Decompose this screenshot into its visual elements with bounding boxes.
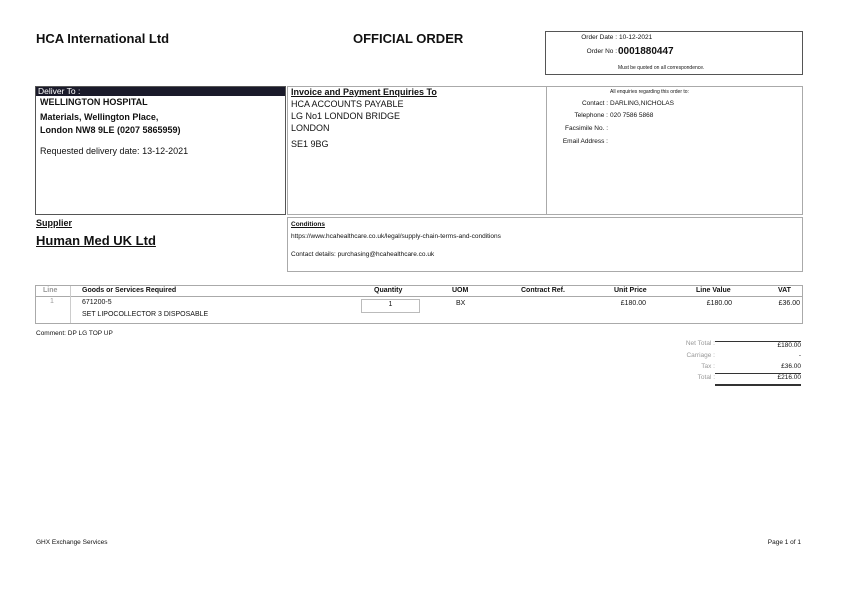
table-header-rule xyxy=(36,296,802,297)
total-label: Total : xyxy=(697,374,715,381)
invoice-line-1: HCA ACCOUNTS PAYABLE xyxy=(291,99,404,109)
footer-left: GHX Exchange Services xyxy=(36,539,108,546)
quote-note: Must be quoted on all correspondence. xyxy=(618,65,705,71)
contact-value: DARLING,NICHOLAS xyxy=(610,100,674,107)
footer-page-number: Page 1 of 1 xyxy=(767,539,801,546)
net-total-value: £180.00 xyxy=(777,342,801,349)
company-name: HCA International Ltd xyxy=(36,31,170,46)
requested-delivery-date: Requested delivery date: 13-12-2021 xyxy=(40,146,189,156)
deliver-to-label: Deliver To : xyxy=(38,86,81,96)
order-date-value: 10-12-2021 xyxy=(619,34,653,41)
carriage-value: - xyxy=(798,352,801,359)
facsimile-label: Facsimile No. : xyxy=(565,125,608,132)
telephone-value: 020 7586 5868 xyxy=(610,112,654,119)
row-item-code: 671200-5 xyxy=(82,299,112,306)
header-vat: VAT xyxy=(778,287,791,294)
invoice-divider xyxy=(546,87,547,214)
invoice-line-4: SE1 9BG xyxy=(291,139,329,149)
order-info-box xyxy=(545,31,803,75)
conditions-label: Conditions xyxy=(291,221,325,228)
order-date-label: Order Date : xyxy=(581,34,617,41)
conditions-box xyxy=(287,217,803,272)
header-unit-price: Unit Price xyxy=(614,287,647,294)
email-label: Email Address : xyxy=(562,138,608,145)
tax-value: £36.00 xyxy=(781,363,801,370)
row-quantity-box xyxy=(361,299,420,313)
header-quantity: Quantity xyxy=(374,287,403,294)
order-comment: Comment: DP LG TOP UP xyxy=(36,330,113,337)
row-line-value: £180.00 xyxy=(706,300,732,307)
deliver-line-1: WELLINGTON HOSPITAL xyxy=(40,97,148,107)
invoice-box xyxy=(287,86,803,215)
net-total-label: Net Total : xyxy=(685,340,715,347)
contact-label: Contact : xyxy=(581,100,608,107)
net-total-box xyxy=(715,341,801,352)
row-description: SET LIPOCOLLECTOR 3 DISPOSABLE xyxy=(82,311,209,318)
items-table xyxy=(35,285,803,324)
grand-total-box xyxy=(715,373,801,386)
row-vat: £36.00 xyxy=(778,300,800,307)
header-goods: Goods or Services Required xyxy=(82,287,177,294)
header-uom: UOM xyxy=(452,287,469,294)
supplier-name: Human Med UK Ltd xyxy=(36,233,156,248)
grand-total-value: £216.00 xyxy=(777,374,801,381)
telephone-label: Telephone : xyxy=(574,112,608,119)
deliver-line-2: Materials, Wellington Place, xyxy=(40,112,159,122)
tax-label: Tax : xyxy=(701,363,715,370)
row-quantity: 1 xyxy=(388,301,393,308)
deliver-line-3: London NW8 9LE (0207 5865959) xyxy=(40,125,181,135)
row-unit-price: £180.00 xyxy=(620,300,646,307)
header-contract-ref: Contract Ref. xyxy=(521,287,565,294)
invoice-label: Invoice and Payment Enquiries To xyxy=(291,87,437,97)
deliver-to-box xyxy=(35,86,286,215)
table-col-divider xyxy=(70,286,71,323)
order-number-value: 0001880447 xyxy=(618,46,674,57)
invoice-line-3: LONDON xyxy=(291,123,330,133)
carriage-label: Carriage : xyxy=(686,352,715,359)
conditions-contact: Contact details: purchasing@hcahealthcare.co.uk xyxy=(291,251,435,258)
header-line: Line xyxy=(43,287,58,294)
row-uom: BX xyxy=(456,300,466,307)
document-title: OFFICIAL ORDER xyxy=(353,31,464,46)
supplier-label: Supplier xyxy=(36,218,73,228)
conditions-url[interactable]: https://www.hcahealthcare.co.uk/legal/supply-chain-terms-and-conditions xyxy=(291,233,501,240)
header-line-value: Line Value xyxy=(696,287,731,294)
order-number-label: Order No : xyxy=(586,48,617,55)
invoice-line-2: LG No1 LONDON BRIDGE xyxy=(291,111,401,121)
enquiries-note: All enquiries regarding this order to: xyxy=(610,89,689,95)
row-line-number: 1 xyxy=(50,298,54,305)
